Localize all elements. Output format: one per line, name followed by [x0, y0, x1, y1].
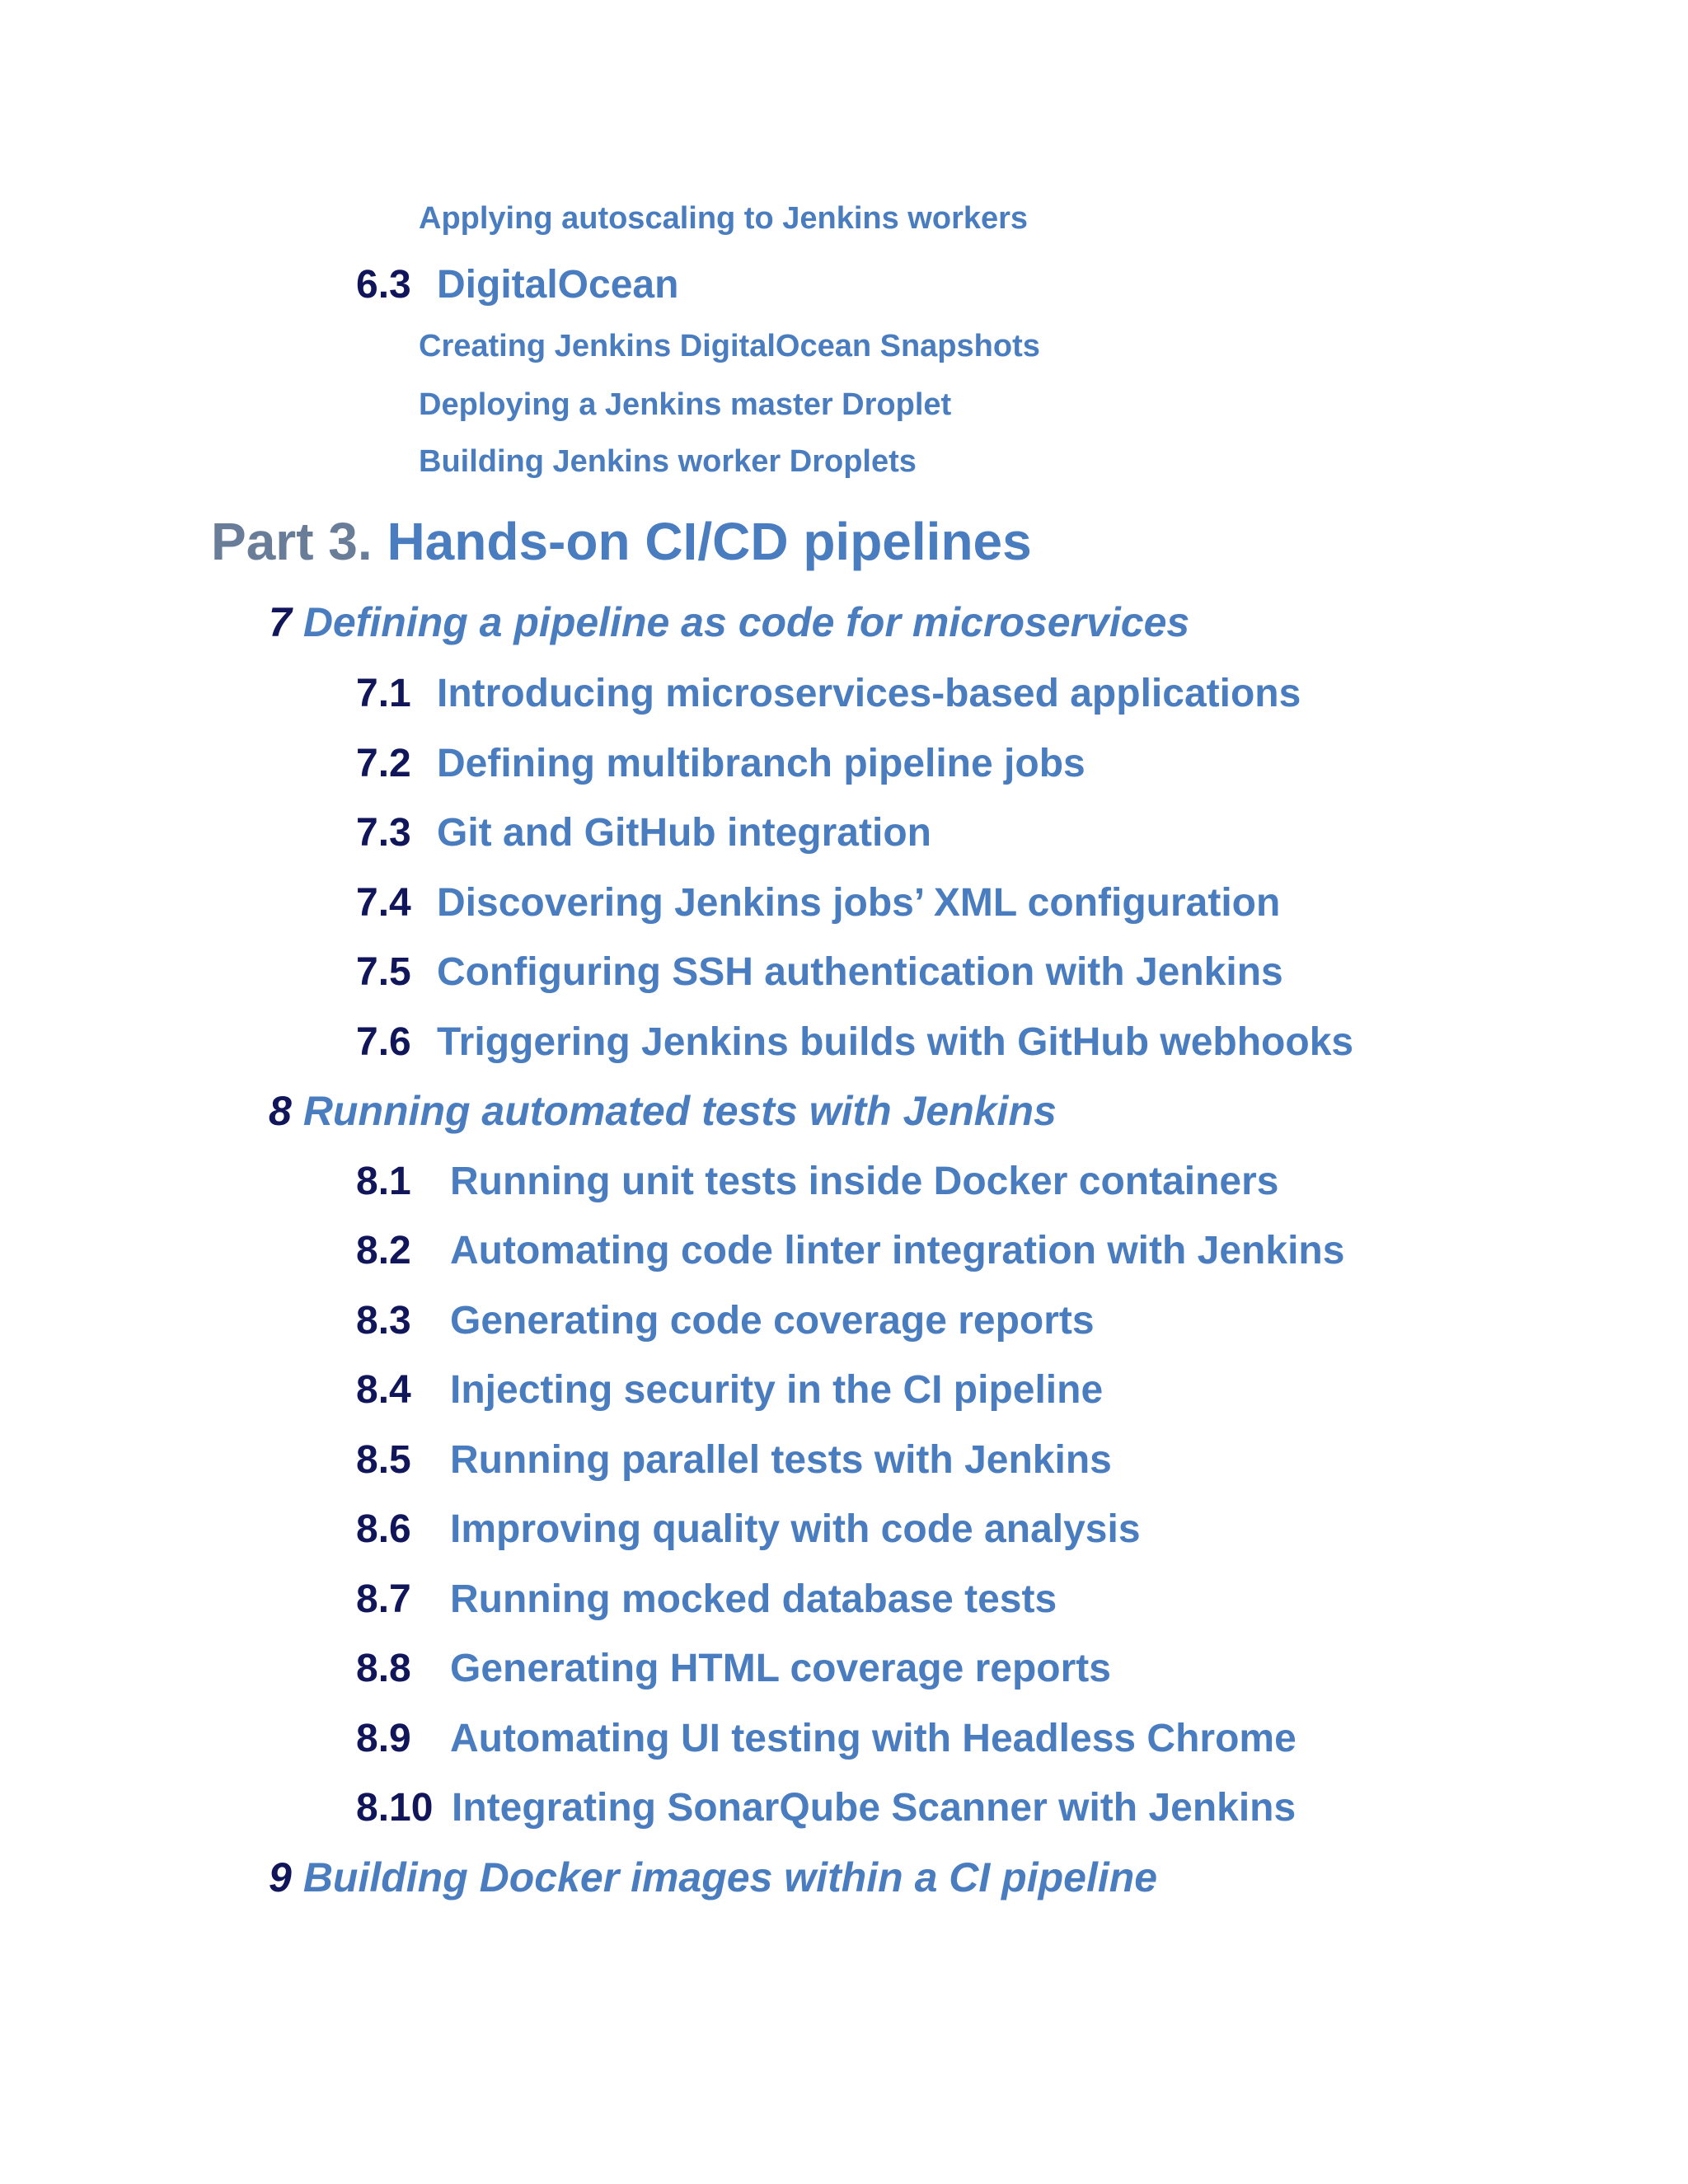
toc-section-7-1[interactable]	[356, 674, 1301, 714]
toc-section-6-3[interactable]	[356, 265, 678, 305]
section-title: Defining multibranch pipeline jobs	[437, 742, 1085, 785]
section-number: 8.5	[356, 1438, 411, 1482]
section-title: Generating HTML coverage reports	[450, 1647, 1111, 1690]
section-title: Injecting security in the CI pipeline	[450, 1368, 1104, 1412]
section-number: 8.7	[356, 1577, 411, 1621]
toc-section-8-2[interactable]	[356, 1231, 1344, 1271]
section-title: Generating code coverage reports	[450, 1299, 1095, 1343]
section-title: Discovering Jenkins jobs’ XML configuration	[437, 881, 1281, 925]
section-title: Running mocked database tests	[450, 1577, 1057, 1621]
toc-section-7-4[interactable]	[356, 883, 1280, 923]
section-number: 8.9	[356, 1717, 411, 1760]
toc-section-7-3[interactable]	[356, 813, 931, 853]
toc-chapter-8[interactable]	[269, 1090, 1057, 1132]
toc-subsection-link[interactable]: Deploying a Jenkins master Droplet	[419, 387, 952, 422]
section-number: 8.1	[356, 1160, 411, 1203]
section-title: Automating UI testing with Headless Chrome	[450, 1717, 1296, 1760]
section-number: 7.1	[356, 672, 411, 715]
chapter-number: 7	[269, 599, 292, 645]
section-number: 7.4	[356, 881, 411, 925]
toc-section-8-4[interactable]	[356, 1368, 1104, 1412]
section-title: Triggering Jenkins builds with GitHub webhooks	[437, 1020, 1354, 1064]
section-title: Configuring SSH authentication with Jenkins	[437, 950, 1283, 994]
chapter-title: Defining a pipeline as code for microservices	[302, 599, 1190, 645]
toc-section-8-1[interactable]	[356, 1162, 1279, 1202]
section-number: 7.2	[356, 742, 411, 785]
chapter-number: 8	[269, 1088, 292, 1134]
section-number: 6.3	[356, 263, 411, 307]
toc-section-7-6[interactable]	[356, 1020, 1354, 1064]
toc-section-8-10[interactable]	[356, 1788, 1296, 1828]
chapter-number: 9	[269, 1854, 292, 1900]
toc-part-3-heading[interactable]	[211, 512, 1032, 571]
toc-subsection-link[interactable]: Creating Jenkins DigitalOcean Snapshots	[419, 329, 1040, 363]
toc-section-8-7[interactable]	[356, 1577, 1057, 1621]
section-number: 8.3	[356, 1299, 411, 1343]
section-title: Git and GitHub integration	[437, 811, 931, 855]
section-title: Automating code linter integration with Jenkins	[450, 1229, 1345, 1272]
section-title: Improving quality with code analysis	[450, 1507, 1141, 1551]
toc-subsection-link[interactable]: Building Jenkins worker Droplets	[419, 444, 917, 479]
chapter-title: Building Docker images within a CI pipeline	[302, 1854, 1158, 1900]
section-number: 7.5	[356, 950, 411, 994]
section-number: 8.6	[356, 1507, 411, 1551]
toc-chapter-7[interactable]	[269, 599, 1190, 645]
toc-section-8-8[interactable]	[356, 1649, 1111, 1689]
section-number: 7.3	[356, 811, 411, 855]
toc-section-8-3[interactable]	[356, 1301, 1095, 1341]
section-number: 8.10	[356, 1786, 434, 1830]
section-number: 8.8	[356, 1647, 411, 1690]
section-number: 8.2	[356, 1229, 411, 1272]
section-title: DigitalOcean	[437, 263, 679, 307]
section-title: Running unit tests inside Docker containers	[450, 1160, 1279, 1203]
section-number: 7.6	[356, 1020, 411, 1064]
part-title: Hands-on CI/CD pipelines	[387, 512, 1032, 571]
toc-subsection-link[interactable]: Applying autoscaling to Jenkins workers	[419, 201, 1029, 236]
part-prefix: Part 3.	[211, 512, 373, 571]
toc-section-8-5[interactable]	[356, 1438, 1112, 1482]
chapter-title: Running automated tests with Jenkins	[302, 1088, 1057, 1134]
toc-section-7-2[interactable]	[356, 744, 1085, 784]
toc-section-7-5[interactable]	[356, 950, 1283, 994]
toc-section-8-6[interactable]	[356, 1507, 1141, 1551]
section-title: Integrating SonarQube Scanner with Jenkins	[452, 1786, 1296, 1830]
toc-chapter-9[interactable]	[269, 1854, 1158, 1900]
section-number: 8.4	[356, 1368, 411, 1412]
toc-section-8-9[interactable]	[356, 1719, 1296, 1759]
section-title: Introducing microservices-based applications	[437, 672, 1301, 715]
section-title: Running parallel tests with Jenkins	[450, 1438, 1112, 1482]
